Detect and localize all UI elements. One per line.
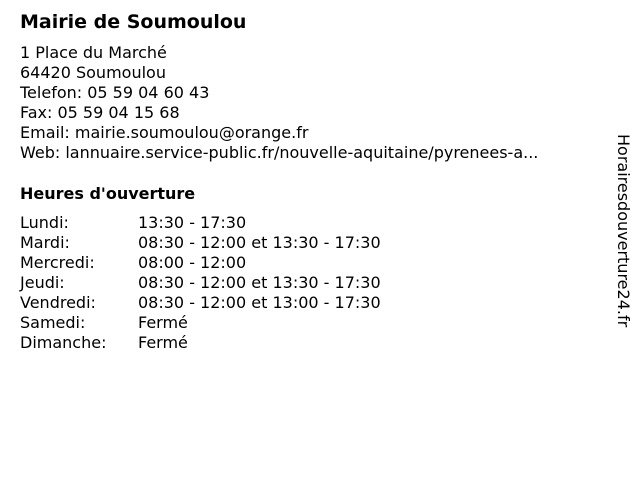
address-street: 1 Place du Marché	[20, 43, 167, 62]
hours-day: Samedi:	[20, 313, 86, 332]
hours-time: 08:30 - 12:00 et 13:30 - 17:30	[138, 273, 381, 292]
side-watermark	[612, 134, 634, 374]
hours-day: Vendredi:	[20, 293, 96, 312]
hours-list	[20, 213, 440, 353]
hours-time: 08:00 - 12:00	[138, 253, 247, 272]
phone-line: Telefon: 05 59 04 60 43	[20, 83, 210, 102]
hours-time: Fermé	[138, 333, 188, 352]
hours-day: Mercredi:	[20, 253, 95, 272]
side-watermark-text: Horairesdouverture24.fr	[614, 134, 633, 328]
hours-day: Mardi:	[20, 233, 70, 252]
hours-row-mercredi	[20, 253, 440, 273]
hours-time: 08:30 - 12:00 et 13:00 - 17:30	[138, 293, 381, 312]
hours-heading: Heures d'ouverture	[20, 184, 196, 203]
page-title: Mairie de Soumoulou	[20, 11, 247, 33]
address-city: 64420 Soumoulou	[20, 63, 166, 82]
hours-row-dimanche	[20, 333, 440, 353]
hours-row-lundi	[20, 213, 440, 233]
hours-time: Fermé	[138, 313, 188, 332]
email-line: Email: mairie.soumoulou@orange.fr	[20, 123, 309, 142]
hours-day: Jeudi:	[20, 273, 65, 292]
hours-row-mardi	[20, 233, 440, 253]
hours-time: 08:30 - 12:00 et 13:30 - 17:30	[138, 233, 381, 252]
hours-day: Dimanche:	[20, 333, 107, 352]
hours-row-jeudi	[20, 273, 440, 293]
web-line: Web: lannuaire.service-public.fr/nouvelle-aquitaine/pyrenees-a...	[20, 143, 539, 162]
hours-row-vendredi	[20, 293, 440, 313]
hours-time: 13:30 - 17:30	[138, 213, 247, 232]
hours-row-samedi	[20, 313, 440, 333]
hours-day: Lundi:	[20, 213, 69, 232]
fax-line: Fax: 05 59 04 15 68	[20, 103, 180, 122]
contact-info	[20, 43, 538, 163]
